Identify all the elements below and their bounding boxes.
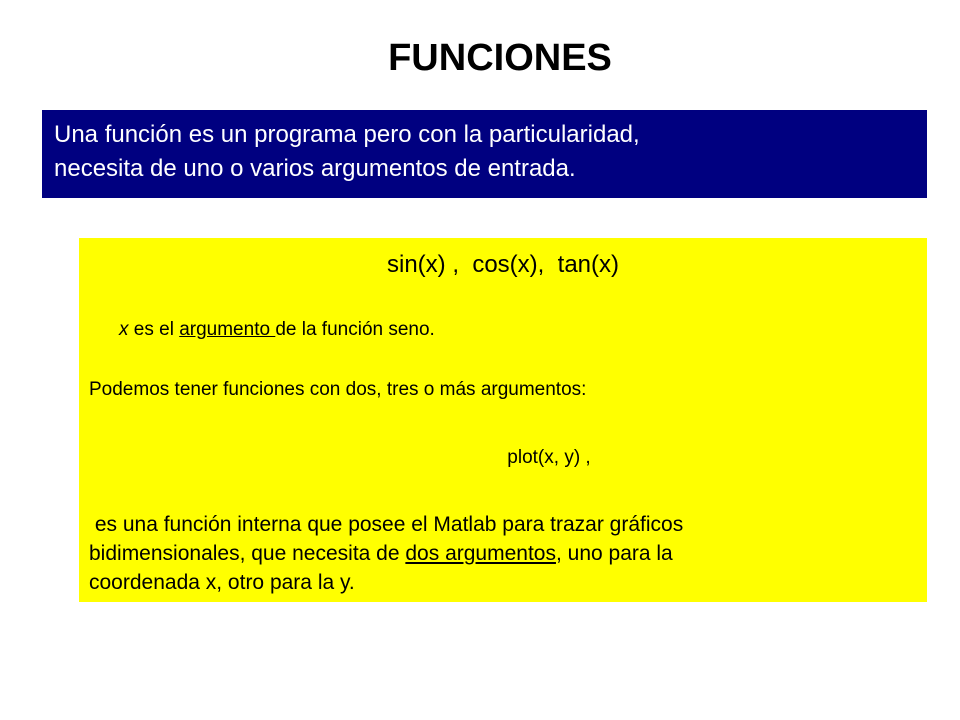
intro-line-1: Una función es un programa pero con la particularidad, xyxy=(54,121,640,148)
variable-x: x xyxy=(119,319,129,340)
argument-text-before: es el xyxy=(128,319,180,340)
description-line-3: coordenada x, otro para la y. xyxy=(89,571,355,594)
description-line-2 xyxy=(89,539,919,568)
argument-text-after: de la función seno. xyxy=(275,319,435,340)
description-line-1: es una función interna que posee el Matlab para trazar gráficos xyxy=(89,513,684,536)
argument-word: argumento xyxy=(179,319,276,340)
intro-line-2: necesita de uno o varios argumentos de entrada. xyxy=(54,155,576,182)
argument-sentence xyxy=(119,318,435,342)
trig-functions: sin(x) , cos(x), tan(x) xyxy=(386,251,620,278)
description-line-2-before: bidimensionales, que necesita de xyxy=(89,542,406,565)
content-box xyxy=(79,238,927,602)
description-paragraph xyxy=(89,510,919,597)
plot-example: plot(x, y) , xyxy=(507,447,591,468)
slide-title: FUNCIONES xyxy=(388,37,612,79)
intro-box xyxy=(42,110,927,198)
description-underlined: dos argumentos xyxy=(405,542,556,565)
description-line-2-after: , uno para la xyxy=(555,542,673,565)
multi-args-sentence: Podemos tener funciones con dos, tres o más argumentos: xyxy=(89,379,587,400)
